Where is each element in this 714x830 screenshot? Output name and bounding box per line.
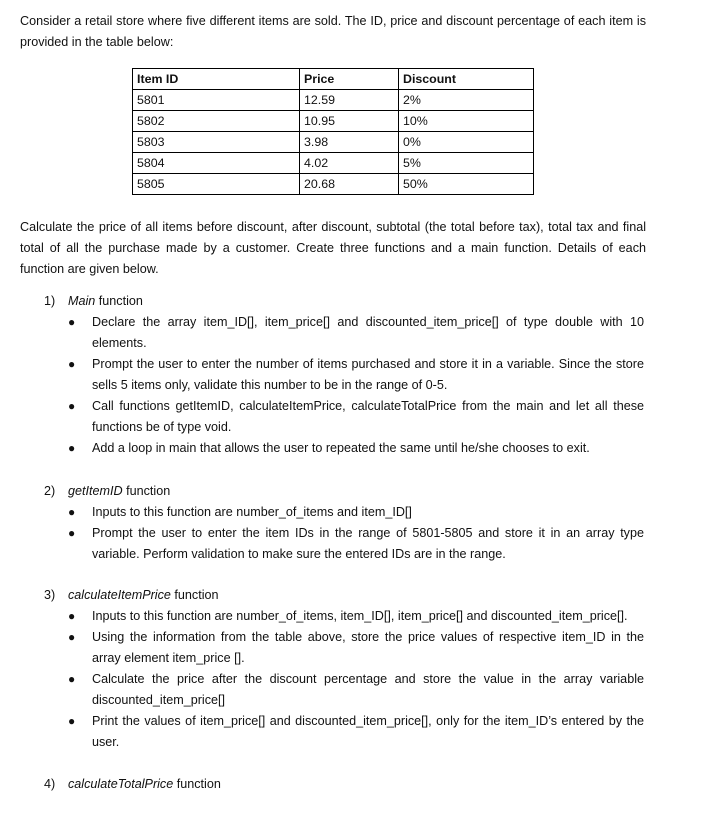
bullet-icon: ●	[68, 714, 76, 728]
items-table	[132, 68, 534, 195]
section-heading	[44, 585, 664, 606]
section-heading	[44, 291, 664, 312]
section-number: 4)	[44, 777, 56, 791]
section-calculatetotalprice-function	[44, 774, 664, 795]
bullet-icon: ●	[68, 526, 76, 540]
header-discount: Discount	[399, 69, 534, 90]
section-heading	[44, 481, 664, 502]
list-item	[44, 669, 644, 711]
table-row	[133, 111, 534, 132]
cell-discount: 10%	[399, 111, 534, 132]
cell-discount: 2%	[399, 90, 534, 111]
list-item-text: Using the information from the table above, store the price values of respective item_ID in the array element item_price [].	[92, 630, 644, 665]
section-number: 3)	[44, 588, 56, 602]
header-price: Price	[300, 69, 399, 90]
cell-discount: 5%	[399, 153, 534, 174]
cell-price: 3.98	[300, 132, 399, 153]
list-item	[44, 606, 644, 627]
header-item-id: Item ID	[133, 69, 300, 90]
bullet-list	[44, 606, 664, 753]
table-row	[133, 132, 534, 153]
section-number: 2)	[44, 484, 56, 498]
list-item-text: Calculate the price after the discount percentage and store the value in the array variable discounted_item_price[]	[92, 672, 644, 707]
task-paragraph: Calculate the price of all items before discount, after discount, subtotal (the total before tax), total tax and final total of all the purchase made by a customer. Create three functions and a main function. Details of each function are given below.	[20, 220, 646, 276]
cell-price: 10.95	[300, 111, 399, 132]
section-number: 1)	[44, 294, 56, 308]
section-main-function	[44, 291, 664, 459]
bullet-icon: ●	[68, 357, 76, 371]
bullet-icon: ●	[68, 609, 76, 623]
list-item-text: Inputs to this function are number_of_items and item_ID[]	[92, 505, 412, 519]
list-item	[44, 711, 644, 753]
cell-price: 4.02	[300, 153, 399, 174]
function-suffix: function	[170, 588, 219, 602]
list-item-text: Add a loop in main that allows the user to repeated the same until he/she chooses to exit.	[92, 441, 590, 455]
list-item	[44, 396, 644, 438]
table-row	[133, 174, 534, 195]
table-row	[133, 153, 534, 174]
list-item-text: Declare the array item_ID[], item_price[] and discounted_item_price[] of type double with 10 elements.	[92, 315, 644, 350]
list-item-text: Prompt the user to enter the item IDs in the range of 5801-5805 and store it in an array type variable. Perform validation to make sure the entered IDs are in the range.	[92, 526, 644, 561]
cell-item-id: 5805	[133, 174, 300, 195]
cell-discount: 50%	[399, 174, 534, 195]
function-suffix: function	[173, 777, 221, 791]
section-heading	[44, 774, 664, 795]
bullet-icon: ●	[68, 441, 76, 455]
list-item-text: Call functions getItemID, calculateItemPrice, calculateTotalPrice from the main and let all these functions be of type void.	[92, 399, 644, 434]
cell-price: 12.59	[300, 90, 399, 111]
list-item	[44, 312, 644, 354]
list-item-text: Prompt the user to enter the number of items purchased and store it in a variable. Since the store sells 5 items only, validate this number to be in the range of 0-5.	[92, 357, 644, 392]
list-item	[44, 627, 644, 669]
cell-price: 20.68	[300, 174, 399, 195]
table-row	[133, 90, 534, 111]
bullet-icon: ●	[68, 399, 76, 413]
cell-item-id: 5801	[133, 90, 300, 111]
list-item-text: Inputs to this function are number_of_items, item_ID[], item_price[] and discounted_item_price[].	[92, 609, 628, 623]
bullet-list	[44, 502, 664, 565]
function-name: calculateTotalPrice	[68, 777, 174, 791]
bullet-icon: ●	[68, 315, 76, 329]
bullet-icon: ●	[68, 630, 76, 644]
cell-item-id: 5803	[133, 132, 300, 153]
list-item	[44, 502, 644, 523]
function-suffix: function	[122, 484, 171, 498]
cell-item-id: 5804	[133, 153, 300, 174]
list-item	[44, 438, 644, 459]
function-name: calculateItemPrice	[68, 588, 171, 602]
table-header-row	[133, 69, 534, 90]
list-item	[44, 523, 644, 565]
bullet-icon: ●	[68, 672, 76, 686]
list-item	[44, 354, 644, 396]
bullet-list	[44, 312, 664, 459]
list-item-text: Print the values of item_price[] and discounted_item_price[], only for the item_ID’s entered by the user.	[92, 714, 644, 749]
section-calculateitemprice-function	[44, 585, 664, 753]
cell-discount: 0%	[399, 132, 534, 153]
section-getitemid-function	[44, 481, 664, 565]
function-name: getItemID	[68, 484, 123, 498]
intro-paragraph: Consider a retail store where five different items are sold. The ID, price and discount percentage of each item is provided in the table below:	[20, 14, 646, 49]
function-suffix: function	[95, 294, 143, 308]
cell-item-id: 5802	[133, 111, 300, 132]
function-name: Main	[68, 294, 96, 308]
bullet-icon: ●	[68, 505, 76, 519]
